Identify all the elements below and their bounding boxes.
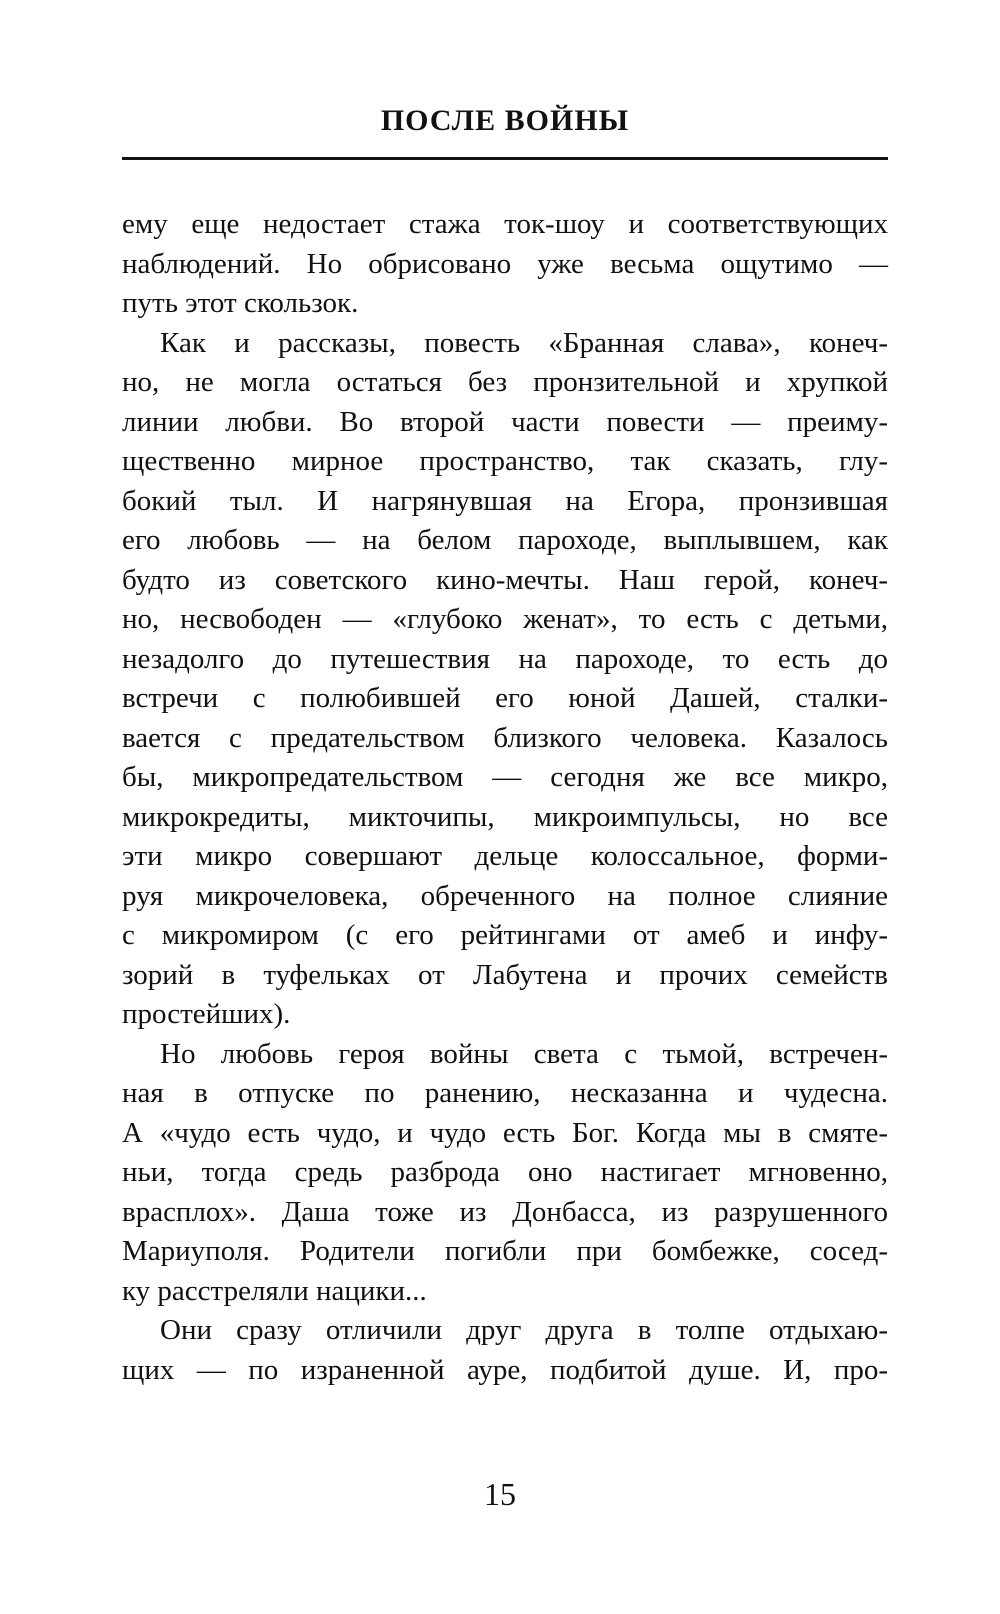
body-text [122,205,888,1390]
text-line: А «чудо есть чудо, и чудо есть Бог. Когда мы в смяте- [122,1116,888,1149]
text-line: путь этот скользок. [122,287,359,319]
text-line: Как и рассказы, повесть «Бранная слава», конеч- [160,326,888,359]
text-line: зорий в туфельках от Лабутена и прочих семейств [122,958,888,991]
text-line: незадолго до путешествия на пароходе, то есть до [122,642,888,675]
text-line: наблюдений. Но обрисовано уже весьма ощутимо — [122,247,888,280]
text-line: руя микрочеловека, обреченного на полное слияние [122,879,888,912]
text-line: простейших). [122,998,291,1030]
text-line: ку расстреляли нацики... [122,1274,427,1307]
running-title: ПОСЛЕ ВОЙНЫ [380,104,630,137]
text-line: вается с предательством близкого человека. Казалось [122,721,888,754]
text-line: ньи, тогда средь разброда оно настигает мгновенно, [122,1156,888,1188]
text-line: с микромиром (с его рейтингами от амеб и инфу- [122,919,888,951]
text-line: линии любви. Во второй части повести — преиму- [122,405,888,438]
text-line: ему еще недостает стажа ток-шоу и соответствующих [122,208,888,240]
text-line: щих — по израненной ауре, подбитой душе. И, про- [122,1353,888,1386]
text-line: ная в отпуске по ранению, несказанна и чудесна. [122,1077,888,1109]
page-number: 15 [484,1476,516,1512]
text-line: микрокредиты, микточипы, микроимпульсы, но все [122,800,888,833]
header-rule [122,157,888,160]
text-line: Мариуполя. Родители погибли при бомбежке, сосед- [122,1235,888,1267]
text-line: будто из советского кино-мечты. Наш герой, конеч- [122,563,888,596]
text-line: его любовь — на белом пароходе, выплывшем, как [122,524,888,556]
text-line: но, не могла остаться без пронзительной и хрупкой [122,366,888,398]
text-line: Они сразу отличили друг друга в толпе отдыхаю- [160,1314,888,1346]
text-line: эти микро совершают дельце колоссальное, форми- [122,840,888,872]
text-line: бокий тыл. И нагрянувшая на Егора, пронзившая [122,484,888,517]
text-line: но, несвободен — «глубоко женат», то есть с детьми, [122,603,888,635]
text-line: врасплох». Даша тоже из Донбасса, из разрушенного [122,1195,888,1228]
text-line: встречи с полюбившей его юной Дашей, сталки- [122,682,888,714]
text-line: бы, микропредательством — сегодня же все микро, [122,761,888,793]
text-line: Но любовь героя войны света с тьмой, встречен- [160,1037,888,1070]
text-line: щественно мирное пространство, так сказать, глу- [122,445,888,477]
